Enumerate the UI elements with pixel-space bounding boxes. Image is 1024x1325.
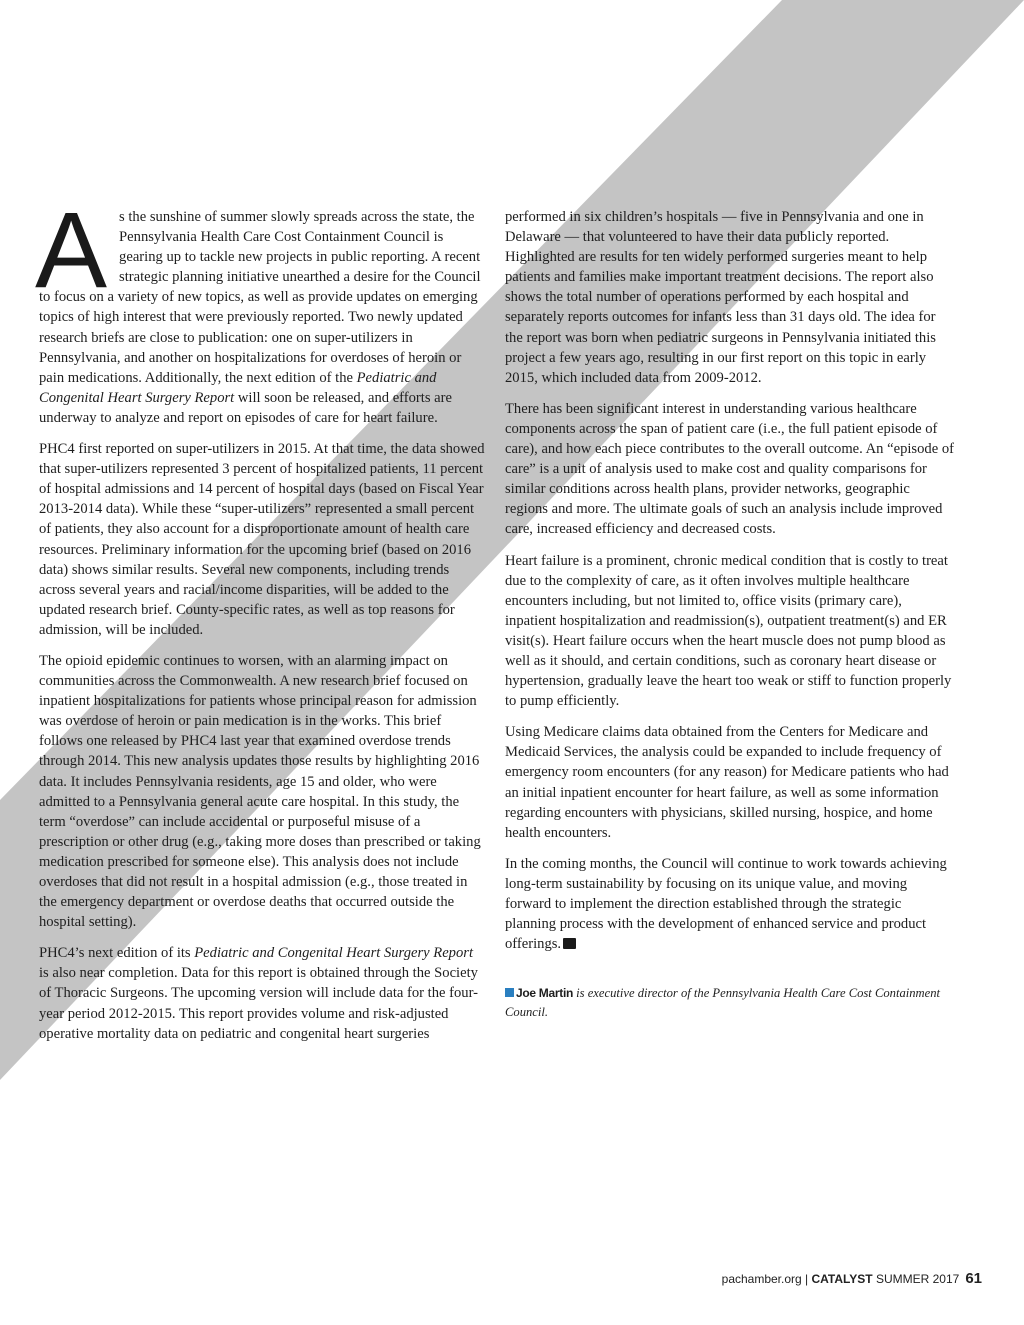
footer-brand: CATALYST: [811, 1272, 873, 1286]
author-bio-text: is executive director of the Pennsylvania Health Care Cost Containment Council.: [505, 986, 941, 1020]
drop-cap: A: [35, 189, 108, 310]
intro-paragraph: [35, 189, 485, 428]
intro-text-start: s the sunshine of summer slowly spreads across the state, the Pennsylvania Health Care Cost Containment Council is gearing up to tackle new projects in public reporting. A recent strategic planning initiative unearthed a desire for the Council to focus on a variety of new topics, as well as provide updates on emerging topics of high interest that were previously reported. Two newly updated research briefs are close to publication: one on super-utilizers in Pennsylvania, and another on hospitalizations for overdoses of heroin or pain medications. Additionally, the next edition of the: [39, 209, 481, 386]
episode-of-care-paragraph: There has been significant interest in understanding various healthcare components across the span of patient care (i.e., the full patient episode of care), and how each piece contributes to the overall outcome. An “episode of care” is a unit of analysis used to make cost and quality comparisons for similar conditions across health plans, provider networks, geographic regions and more. The ultimate goals of such an analysis include improved care, increased efficiency and decreased costs.: [505, 400, 954, 538]
heart-surgery-text-start: PHC4’s next edition of its: [39, 945, 195, 962]
page-number: 61: [965, 1270, 982, 1287]
closing-text: In the coming months, the Council will continue to work towards achieving long-term sustainability by focusing on its unique value, and moving forward to implement the direction established through the strategic planning process with the development of enhanced service and product offerings.: [505, 855, 947, 953]
heart-surgery-paragraph: [39, 943, 485, 1043]
medicare-paragraph: Using Medicare claims data obtained from the Centers for Medicare and Medicaid Services, the analysis could be expanded to include frequency of emergency room encounters (for any reason) for Medicare patients who had an initial inpatient encounter for heart failure, as well as some information regarding encounters with physicians, skilled nursing, hospice, and home health encounters.: [505, 724, 949, 841]
heart-surgery-text-end: is also near completion. Data for this report is obtained through the Society of Thoracic Surgeons. The upcoming version will include data for the four-year period 2012-2015. This report provides volume and risk-adjusted operative mortality data on pediatric and congenital heart surgeries: [39, 965, 479, 1042]
closing-paragraph: [505, 854, 955, 954]
report-title-italic-2: Pediatric and Congenital Heart Surgery Report: [194, 945, 473, 962]
right-column: [505, 207, 955, 1022]
footer-site: pachamber.org |: [721, 1272, 812, 1286]
heart-failure-paragraph: Heart failure is a prominent, chronic medical condition that is costly to treat due to the complexity of care, as it often involves multiple healthcare encounters including, but not limited to, office visits (primary care), inpatient hospitalization and readmission(s), outpatient treatment(s) and ER visit(s). Heart failure occurs when the heart muscle does not pump blood as well as it should, and certain conditions, such as coronary heart disease or hypertension, gradually leave the heart too weak or stiff to function properly to pump efficiently.: [505, 552, 952, 710]
hospitals-paragraph: performed in six children’s hospitals — five in Pennsylvania and one in Delaware — that volunteered to have their data publicly reported. Highlighted are results for ten widely performed surgeries meant to help patients and families make important treatment decisions. The report also shows the total number of operations performed by each hospital and separately reports outcomes for infants less than 31 days old. The idea for the report was born when pediatric surgeons in Pennsylvania initiated this project a few years ago, resulting in our first report on this topic in early 2015, which included data from 2009-2012.: [505, 209, 936, 386]
opioid-paragraph: The opioid epidemic continues to worsen, with an alarming impact on communities across the Commonwealth. A new research brief focused on inpatient hospitalizations for patients whose principal reason for admission was overdose of heroin or pain medication is in the works. This brief follows one released by PHC4 last year that examined overdose trends through 2014. This new analysis updates those results by highlighting 2016 data. It includes Pennsylvania residents, age 15 and older, who were admitted to a Pennsylvania general acute care hospital. In this study, the term “overdose” can include accidental or purposeful misuse of a prescription or other drug (e.g., taking more doses than prescribed or taking medication prescribed for someone else). This analysis does not include overdoses that did not result in a hospital admission (e.g., those treated in the emergency department or overdose deaths that occurred outside the hospital setting).: [39, 652, 481, 931]
author-bio: [505, 984, 955, 1022]
author-name: Joe Martin: [516, 986, 574, 1001]
report-title-italic: Pediatric and Congenital Heart Surgery Report: [39, 369, 437, 406]
left-column: [35, 189, 485, 1055]
bio-square-icon: [505, 988, 514, 997]
footer-issue: SUMMER 2017: [872, 1272, 960, 1286]
intro-text-end: will soon be released, and efforts are underway to analyze and report on episodes of care for heart failure.: [39, 389, 452, 426]
end-mark-icon: [563, 938, 576, 949]
page-footer: [722, 1270, 982, 1287]
super-utilizers-paragraph: PHC4 first reported on super-utilizers in 2015. At that time, the data showed that super-utilizers represented 3 percent of hospitalized patients, 11 percent of hospital admissions and 14 percent of hospital days (based on Fiscal Year 2013-2014 data). While these “super-utilizers” represented a small percent of patients, they also account for a disproportionate amount of health care resources. Preliminary information for the upcoming brief (based on 2016 data) shows similar results. Several new components, including trends across several years and racial/income disparities, will be added to the updated research brief. County-specific rates, as well as top reasons for admission, will be included.: [39, 441, 485, 638]
